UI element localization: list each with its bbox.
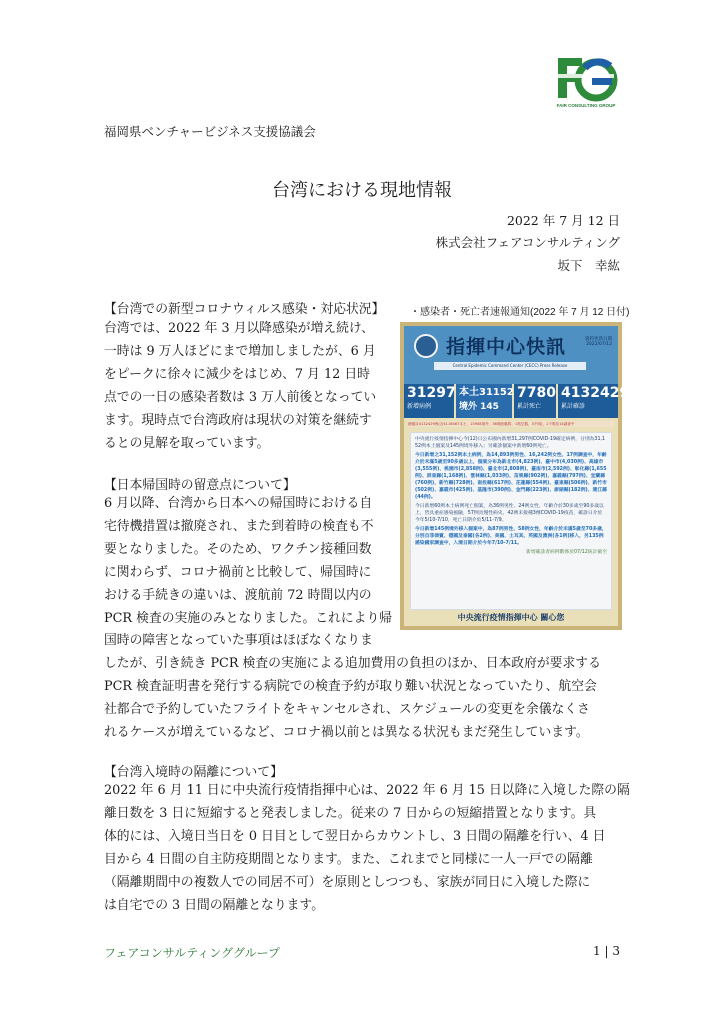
text-line: 台湾では、2022 年 3 月以降感染が増え続け、 xyxy=(104,321,374,336)
text-line: るとの見解を取っています。 xyxy=(104,435,270,451)
stat-deaths xyxy=(514,384,556,418)
bulletin-paragraph: 今日新增之31,152例本土病例，為14,893例男性、16,242例女性、17例調查中，年齡介於未滿5歲至90多歲以上，個案分布為新北市(4,823例)、臺中市(4,030例)、高雄市(3,555例)、桃園市(2,858例)、臺北市(2,808例)、臺南市(2,592例)、彰化縣(1,655例)、屏東縣(1,168例)、雲林縣(1,033例)、苗栗縣(902例)、嘉義縣(797例)、宜蘭縣(760例)、新竹縣(728例)、南投縣(617例)、花蓮縣(554例)、臺東縣(506例)、新竹市(502例)、嘉義市(425例)、基隆市(390例)、金門縣(223例)、澎湖縣(182例)、連江縣(44例)。 xyxy=(415,453,607,500)
section-heading-entry-quarantine: 【台湾入境時の隔離について】 xyxy=(104,765,283,780)
fair-consulting-logo xyxy=(552,54,618,110)
stat-label: 累計死亡 xyxy=(517,403,542,410)
page-number: 1 | 3 xyxy=(593,944,620,958)
bulletin-date xyxy=(585,336,612,347)
text-line: をピークに徐々に減少をはじめ、7 月 12 日時 xyxy=(104,366,370,382)
text-line: 目から 4 日間の自主防疫期間となります。また、これまでと同様に一人一戸での隔離 xyxy=(104,851,593,867)
bulletin-subtitle: Central Epidemic Command Center (CECC) Press Release xyxy=(434,362,586,370)
bulletin-date-label: 資料更新日期 xyxy=(585,337,612,342)
text-line: に関わらず、コロナ禍前と比較して、帰国時に xyxy=(104,564,372,580)
section-heading-covid-status: 【台湾での新型コロナウィルス感染・対応状況】 xyxy=(104,302,385,317)
text-line: （隔離期間中の複数人での同居不可）を原則としつつも、家族が同日に入境した際に xyxy=(104,874,591,890)
text-line: 要となりました。そのため、ワクチン接種回数 xyxy=(104,541,372,557)
bulletin-header xyxy=(404,326,618,384)
stat-label: 境外 145 xyxy=(459,402,499,412)
stat-new-cases xyxy=(404,384,454,418)
text-line: したが、引き続き PCR 検査の実施による追加費用の負担のほか、日本政府が要求する xyxy=(104,656,601,672)
bulletin-paragraph: 今日新增145例境外移入個案中，為87例男性、58例女性，年齡介於未滿5歲至70多歲，分別自菲律賓、德國及泰國(各2例)、美國、土耳其、英國及澳洲(各1例)移入，另135例感染國家調查中，入境日期介於今年7/10-7/11。 xyxy=(415,527,607,546)
text-line: は自宅での 3 日間の隔離となります。 xyxy=(104,897,325,913)
section-heading-return-japan: 【日本帰国時の留意点について】 xyxy=(104,478,296,493)
text-line: 社都合で予約していたフライトをキャンセルされ、スケジュールの変更を余儀なくさ xyxy=(104,702,590,718)
text-line: 宅待機措置は撤廃され、また到着時の検査も不 xyxy=(104,518,374,534)
bulletin-footer: 中央流行疫情指揮中心 關心您 xyxy=(457,613,565,622)
bulletin-summary-strip: 總確診4132429例(含4116467本土、15908境外、36敦睦艦隊、1航空器、3不明)，1不明及14調查中 xyxy=(408,421,614,427)
figure-caption: ・感染者・死亡者速報通知(2022 年 7 月 12 日付) xyxy=(410,307,630,318)
text-line: 6 月以降、台湾から日本への帰国時における自 xyxy=(104,496,373,511)
bulletin-note: 新增確診者病例數係於07/12統計截至 xyxy=(526,550,607,555)
stat-label: 新增病例 xyxy=(407,403,432,410)
text-line: 離日数を 3 日に短縮すると発表しました。従来の 7 日からの短縮措置となります。具 xyxy=(104,805,597,821)
text-line: 体的には、入境日当日を 0 日目として翌日からカウントし、3 日間の隔離を行い、4 日 xyxy=(104,828,606,844)
text-line: ます。現時点で台湾政府は現状の対策を継続す xyxy=(104,412,372,428)
bulletin-paragraph: 今日新增60例本土病例死亡個案，為36例男性、24例女性，年齡介於30多歲至90多歲以上，皆具重症感染風險，57例具慢性病史、42例未接種3劑COVID-19疫苗，確診日介於今年5/10-7/10，死亡日期介於5/11-7/9。 xyxy=(415,504,604,523)
cecc-bulletin-image xyxy=(400,322,630,630)
stat-label: 累計確診 xyxy=(561,403,586,410)
section-covid-status-text xyxy=(104,318,376,455)
stat-number: 4132429 xyxy=(561,385,630,401)
text-line: 点での一日の感染者数は 3 万人前後となってい xyxy=(104,389,377,405)
text-line: 一時は 9 万人ほどにまで増加しましたが、6 月 xyxy=(104,343,376,359)
text-line: れるケースが増えているなど、コロナ禍以前とは異なる状況もまだ発生しています。 xyxy=(104,725,589,741)
company-name: 株式会社フェアコンサルティング xyxy=(435,235,620,250)
text-line: 国時の障害となっていた事項はほぼなくなりま xyxy=(104,633,373,649)
stat-number: 7780 xyxy=(517,385,556,401)
page-title: 台湾における現地情報 xyxy=(272,180,452,201)
author-name: 坂下 幸紘 xyxy=(557,258,620,273)
stat-number: 本土31152 xyxy=(459,387,514,398)
stat-local-imported xyxy=(456,384,512,418)
bulletin-paragraph: 中央流行疫情指揮中心今(12)日公布國內新增31,297例COVID-19確定病例，分別為31,152例本土個案及145例境外移入；另確診個案中新增60例死亡。 xyxy=(415,437,606,449)
organization-name: 福岡県ベンチャービジネス支援協議会 xyxy=(104,124,316,139)
stat-total-cases xyxy=(558,384,630,418)
bulletin-title: 指揮中心快訊 xyxy=(446,336,567,358)
stat-number: 31297 xyxy=(407,385,456,401)
text-line: 2022 年 6 月 11 日に中央流行疫情指揮中心は、2022 年 6 月 15 日以降に入境した際の隔 xyxy=(104,783,630,798)
bulletin-date-value: 2022/07/12 xyxy=(586,342,612,347)
text-line: PCR 検査証明書を発行する病院での検査予約が取り難い状況となっていたり、航空会 xyxy=(104,679,597,695)
logo-tagline: FAIR CONSULTING GROUP xyxy=(556,103,616,108)
text-line: おける手続きの違いは、渡航前 72 時間以内の xyxy=(104,587,372,603)
text-line: PCR 検査の実施のみとなりました。これにより帰 xyxy=(104,610,393,626)
cecc-emblem-icon xyxy=(414,334,438,358)
section-entry-quarantine-text xyxy=(104,780,630,917)
bulletin-panel xyxy=(404,326,630,626)
bulletin-stats xyxy=(404,384,630,418)
report-date: 2022 年 7 月 12 日 xyxy=(506,213,620,228)
footer-company: フェアコンサルティンググループ xyxy=(104,946,281,960)
bulletin-body xyxy=(410,432,612,610)
